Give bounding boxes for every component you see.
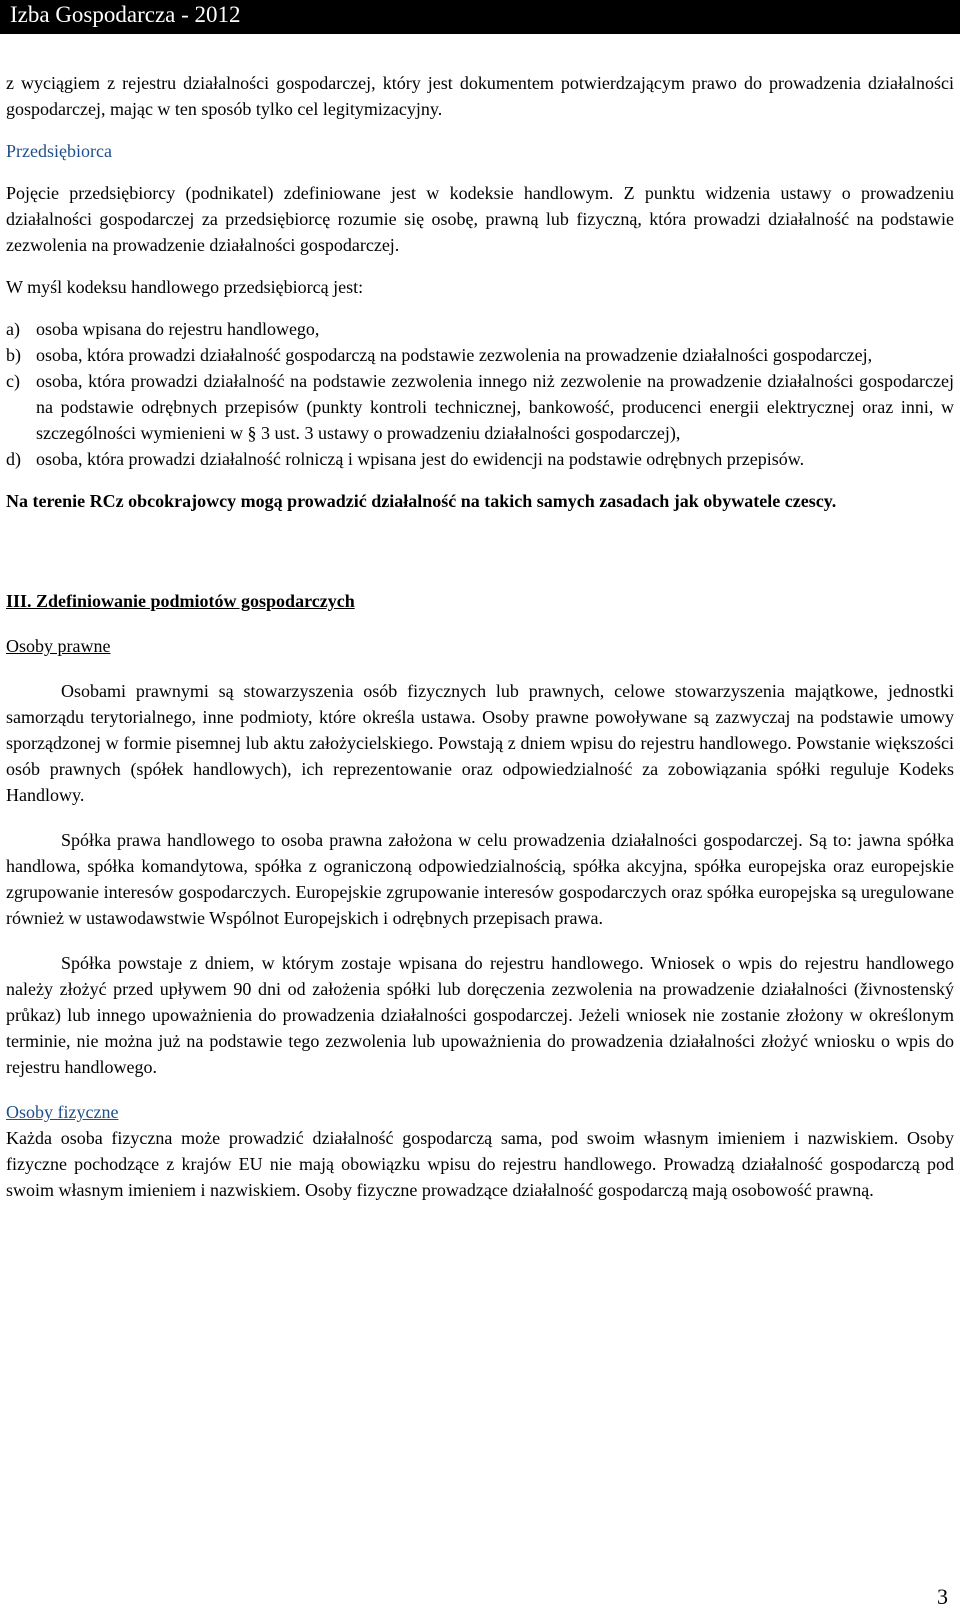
- list-item-text: osoba, która prowadzi działalność gospodarczą na podstawie zezwolenia na prowadzenie działalności gospodarczej,: [36, 345, 873, 365]
- przedsiebiorca-list: [6, 316, 954, 472]
- osoby-prawne-paragraph-1: Osobami prawnymi są stowarzyszenia osób fizycznych lub prawnych, celowe stowarzyszenia majątkowe, jednostki samorządu terytorialnego, inne podmioty, które określa ustawa. Osoby prawne powoływane są zazwyczaj na podstawie umowy sporządzonej w formie pisemnej lub aktu założycielskiego. Powstają z dniem wpisu do rejestru handlowego. Powstanie większości osób prawnych (spółek handlowych), ich reprezentowanie oraz odpowiedzialność za zobowiązania spółki reguluje Kodeks Handlowy.: [6, 681, 954, 805]
- page-number: 3: [937, 1584, 948, 1609]
- bold-note: Na terenie RCz obcokrajowcy mogą prowadzić działalność na takich samych zasadach jak obywatele czescy.: [6, 491, 837, 511]
- list-item: [6, 446, 954, 472]
- osoby-prawne-paragraph-3: Spółka powstaje z dniem, w którym zostaje wpisana do rejestru handlowego. Wniosek o wpis do rejestru handlowego należy złożyć przed upływem 90 dni od założenia spółki lub doręczenia zezwolenia na prowadzenie działalności (živnostenský průkaz) lub innego upoważnienia do prowadzenia działalności gospodarczej. Jeżeli wniosek nie zostanie złożony w określonym terminie, nie można już na podstawie tego zezwolenia lub upoważnienia do prowadzenia działalności złożyć wniosku o wpis do rejestru handlowego.: [6, 953, 954, 1077]
- list-intro: W myśl kodeksu handlowego przedsiębiorcą jest:: [6, 277, 364, 297]
- list-item-text: osoba wpisana do rejestru handlowego,: [36, 319, 320, 339]
- heading-osoby-prawne: Osoby prawne: [6, 636, 111, 656]
- intro-paragraph: z wyciągiem z rejestru działalności gospodarczej, który jest dokumentem potwierdzającym prawo do prowadzenia działalności gospodarczej, mając w ten sposób tylko cel legitymizacyjny.: [6, 73, 954, 119]
- osoby-fizyczne-paragraph: Każda osoba fizyczna może prowadzić działalność gospodarczą sama, pod swoim własnym imieniem i nazwiskiem. Osoby fizyczne pochodzące z krajów EU nie mają obowiązku wpisu do rejestru handlowego. Prowadzą działalność gospodarczą pod swoim własnym imieniem i nazwiskiem. Osoby fizyczne prowadzące działalność gospodarczą mają osobowość prawną.: [6, 1128, 954, 1200]
- list-item-text: osoba, która prowadzi działalność rolniczą i wpisana jest do ewidencji na podstawie odrębnych przepisów.: [36, 449, 805, 469]
- osoby-prawne-paragraph-2: Spółka prawa handlowego to osoba prawna założona w celu prowadzenia działalności gospodarczej. Są to: jawna spółka handlowa, spółka komandytowa, spółka z ograniczoną odpowiedzialnością, spółka akcyjna, spółka europejska oraz europejskie zgrupowanie interesów gospodarczych. Europejskie zgrupowanie interesów gospodarczych oraz spółka europejska są uregulowane również w ustawodawstwie Wspólnot Europejskich i odrębnych przepisach prawa.: [6, 830, 954, 928]
- document-body: [6, 70, 954, 1203]
- header-bar: [0, 0, 960, 34]
- list-item-text: osoba, która prowadzi działalność na podstawie zezwolenia innego niż zezwolenie na prowadzenie działalności gospodarczej na podstawie odrębnych przepisów (punkty kontroli technicznej, bankowość, producenci energii elektrycznej oraz inni, w szczególności wymienieni w § 3 ust. 3 ustawy o prowadzeniu działalności gospodarczej),: [36, 371, 954, 443]
- list-item: [6, 368, 954, 446]
- list-marker: b): [6, 345, 21, 365]
- list-item: [6, 316, 954, 342]
- list-marker: d): [6, 449, 21, 469]
- przedsiebiorca-paragraph: Pojęcie przedsiębiorcy (podnikatel) zdefiniowane jest w kodeksie handlowym. Z punktu widzenia ustawy o prowadzeniu działalności gospodarczej za przedsiębiorcę rozumie się osobę, prawną lub fizyczną, która prowadzi działalność na podstawie zezwolenia na prowadzenie działalności gospodarczej.: [6, 183, 954, 255]
- list-marker: a): [6, 319, 20, 339]
- heading-osoby-fizyczne: Osoby fizyczne: [6, 1102, 119, 1122]
- header-title: Izba Gospodarcza - 2012: [10, 2, 241, 27]
- heading-przedsiebiorca: Przedsiębiorca: [6, 141, 112, 161]
- section-title: III. Zdefiniowanie podmiotów gospodarczych: [6, 591, 355, 611]
- list-item: [6, 342, 954, 368]
- list-marker: c): [6, 371, 20, 391]
